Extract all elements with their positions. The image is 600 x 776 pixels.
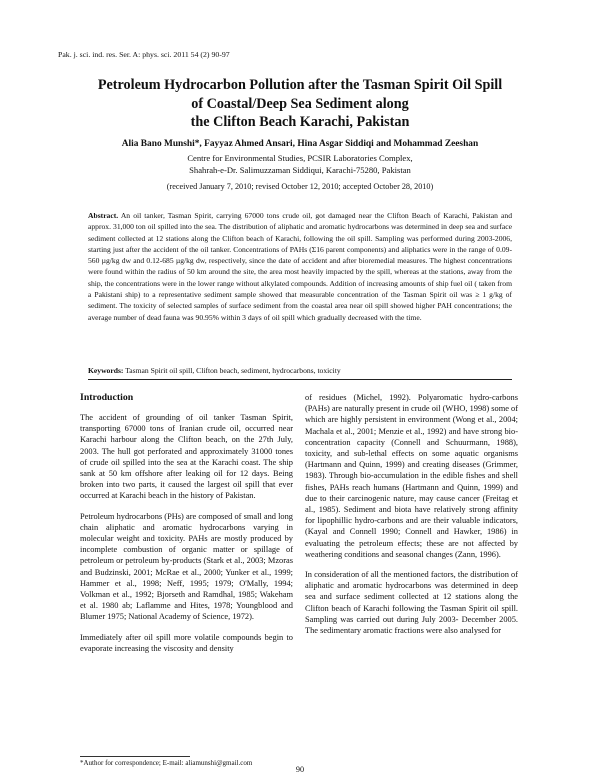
abstract	[88, 210, 512, 323]
body-paragraph: In consideration of all the mentioned factors, the distribution of aliphatic and aromatic hydrocarbons was determined in deep sea and surface sediment collected at 12 stations along the Clifton beach of Karachi following the Tasman Spirit oil spill. Sampling was carried out during July 2003- December 2005. The sedimentary aromatic fractions were also analysed for	[305, 570, 518, 636]
affiliation	[60, 153, 540, 176]
received-dates: (received January 7, 2010; revised October 12, 2010; accepted October 28, 2010)	[166, 182, 434, 191]
body-paragraph: of residues (Michel, 1992). Polyaromatic hydro-carbons (PAHs) are naturally present in crude oil (WHO, 1998) some of which are highly persistent in environment (Wong et al., 2004; Machala et al., 2001; Menzie et al., 1992) and have strong bio-concentration capacity (Connell and Schuurmann, 1988), toxicity, and sub-lethal effects on some aquatic organisms (Hartmann and Quinn, 1999) and creating diseases (Grimmer, 1983). Through bio-accumulation in the edible fishes and shell fishes, PAHs reach humans (Hartmann and Quinn, 1999) and due to their carcinogenic nature, may cause cancer (Freitag et al., 1985). Sediment and biota have relatively strong affinity for lipophillic hydro-carbons and are their valuable indicators, (Kayal and Connell 1990; Connell and Hawker, 1986) in evaluating the petroleum effects; these are not affected by weathering conditions and seasonal changes (Zann, 1996).	[305, 393, 518, 559]
abstract-text: An oil tanker, Tasman Spirit, carrying 67000 tons crude oil, got damaged near the Clifton Beach of Karachi, Pakistan and approx. 31,000 ton oil spilled into the sea. The distribution of aliphatic and aromatic hydrocarbons was determined in deep sea and surface sediment collected at 12 stations along the Clifton beach of Karachi, following the oil spill. Sampling was performed during 2003-2006, starting just after the accident of the oil tanker. Concentrations of PAHs (Σ16 parent components) and aliphatics were in the range of 0.09-560 µg/kg dw and 0.12-685 µg/kg dw, respectively, since the date of accident and after bioremedial measures. The highest concentrations were found within the radius of 50 km around the site, the area most heavily impacted by the spill, whereas at the stations, away from the ship, the concentrations were in the lower range without alkylated compounds. Addition of increasing amounts of ship fuel oil ( taken from a Pakistani ship) to a representative sediment sample showed that measurable concentration of the Tasman Spirit oil was ≥ 1 g/kg of sediment. The toxicity of selected samples of surface sediment from the coastal area near oil spill showed higher PAH concentrations; the average number of dead fauna was 90.95% within 3 days of oil spill which gradually decreased with the time.	[88, 211, 513, 322]
left-column	[80, 392, 293, 654]
author-list: Alia Bano Munshi*, Fayyaz Ahmed Ansari, Hina Asgar Siddiqi and Mohammad Zeeshan	[121, 139, 479, 149]
page-number: 90	[295, 765, 305, 774]
introduction-heading: Introduction	[80, 392, 134, 403]
keywords-text: Tasman Spirit oil spill, Clifton beach, sediment, hydrocarbons, toxicity	[125, 366, 341, 375]
abstract-label: Abstract.	[88, 211, 119, 220]
body-paragraph: Immediately after oil spill more volatile compounds begin to evaporate increasing the viscosity and density	[80, 632, 293, 653]
footnote: *Author for correspondence; E-mail: aliamunshi@gmail.com	[80, 759, 253, 767]
footnote-divider	[80, 756, 190, 757]
affiliation-line: Shahrah-e-Dr. Salimuzzaman Siddiqui, Karachi-75280, Pakistan	[189, 164, 411, 175]
keywords-label: Keywords:	[88, 366, 124, 375]
paper-title	[60, 76, 540, 132]
title-line: Petroleum Hydrocarbon Pollution after the Tasman Spirit Oil Spill	[97, 77, 503, 93]
body-paragraph: Petroleum hydrocarbons (PHs) are composed of small and long chain aliphatic and aromatic hydrocarbons varying in molecular weight and toxicity. PAHs are mostly produced by incomplete combustion of organic matter or spillage of petroleum or petroleum by-products (Stark et al., 2003; Mzoras and Budzinski, 2001; McRae et al., 2000; Yunker et al., 1999; Hammer et al., 1998; Neff, 1995; 1979; O'Mally, 1994; Volkman et al., 1992; Bjorseth and Ramdhal, 1985; Wakeham et al. 1980 ab; Laflamme and Hites, 1978; Youngblood and Blumer 1975; National Academy of Science, 1972).	[80, 511, 293, 622]
body-paragraph: The accident of grounding of oil tanker Tasman Spirit, transporting 67000 tons of Iranian crude oil, occurred near Karachi harbour along the Clifton beach, on the 27th July, 2003. The hull got perforated and approximately 31000 tones of crude oil spilled into the sea at the Karachi coast. The ship sank at 50 km offshore after leaking oil for 12 days. Being broken into two parts, it caused the largest oil spill that ever occurred at Karachi beach in the history of Pakistan.	[80, 413, 293, 501]
affiliation-line: Centre for Environmental Studies, PCSIR Laboratories Complex,	[187, 153, 413, 163]
keywords	[88, 366, 512, 375]
title-line: of Coastal/Deep Sea Sediment along	[191, 95, 409, 112]
title-line: the Clifton Beach Karachi, Pakistan	[190, 114, 410, 130]
journal-header: Pak. j. sci. ind. res. Ser. A: phys. sci. 2011 54 (2) 90-97	[58, 50, 230, 59]
section-divider	[88, 379, 512, 380]
right-column	[305, 392, 518, 636]
